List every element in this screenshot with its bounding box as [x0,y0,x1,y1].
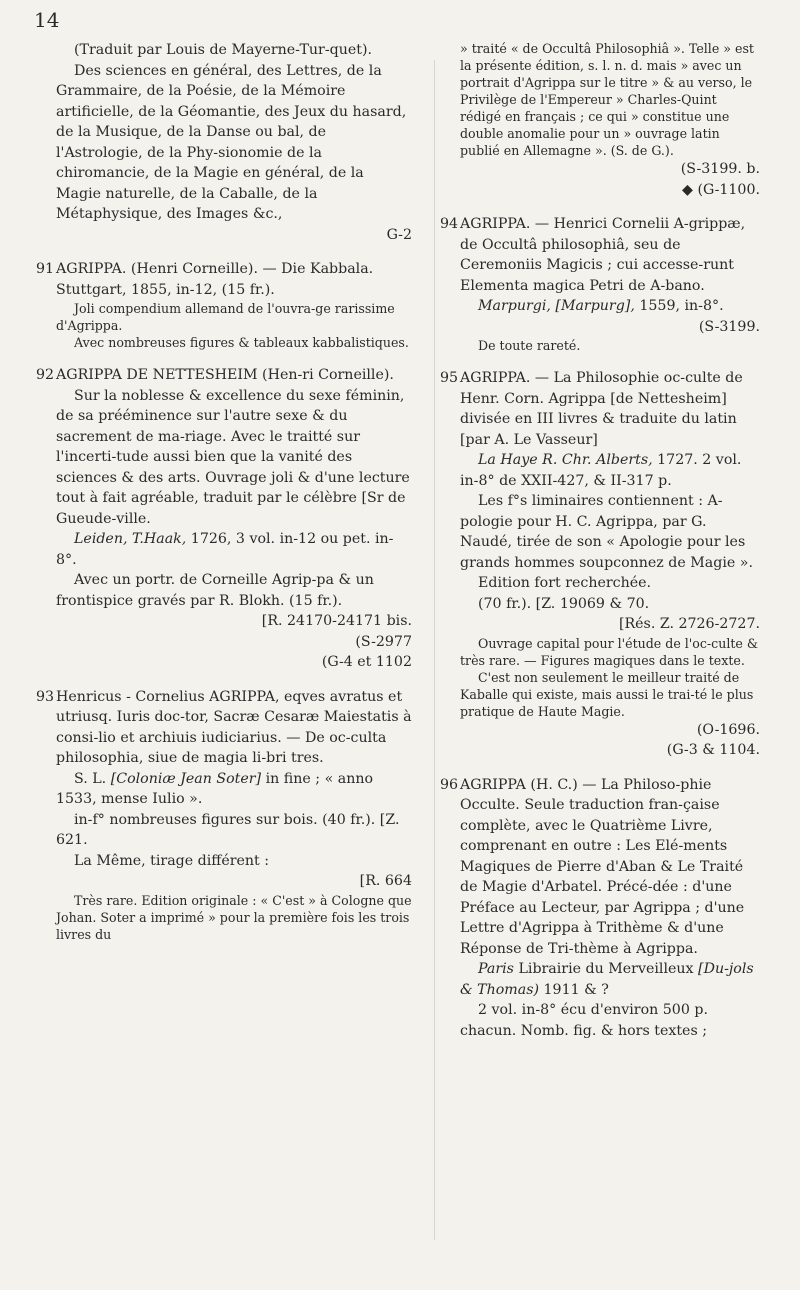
entry-ref: [Z. 19069 & 70. [535,595,650,612]
entry-note: Avec nombreuses figures & tableaux kabbalistiques. [74,335,409,350]
imprint-details: 1559, in-8°. [639,298,724,314]
entry-title: AGRIPPA. — Henrici Cornelii A-grippæ, de Occultâ philosophiâ, seu de Ceremoniis Magicis ; cui accesse-runt Elementa magica Petri de A-bano. [460,216,746,294]
entry-ref: [R. 664 [359,873,412,889]
entry-variant: La Même, tirage différent : [74,852,270,869]
entry-title: Henricus - Cornelius AGRIPPA, eqves avratus et utriusq. Iuris doc-tor, Sacræ Cesaræ Maiestatis à consi-lio et archiuis iudiciarius. — De oc-culta philosophia, siue de magia li-bri tres. [56,688,412,766]
imprint-details: 1727. 2 vol. in-8° de XXII-427, & II-317 p. [460,452,742,489]
imprint-place: Paris [478,961,514,977]
entry-note: De toute rareté. [478,338,581,353]
entry-ref: (S-2977 [355,633,412,650]
imprint-printer: [Du-jols & Thomas) [460,961,754,998]
entry-number: 96 [440,776,459,793]
imprint-details: in fine ; « anno 1533, mense Iulio ». [56,770,374,807]
entry-description: in-f° nombreuses figures sur bois. (40 fr.). [Z. 621. [56,811,400,848]
entry-imprint [460,450,760,491]
imprint-details: 1911 & ? [543,981,609,998]
continued-translator: (Traduit par Louis de Mayerne-Tur-quet). [74,42,372,58]
entry-ref: (G-3 & 1104. [666,742,760,758]
entry-ref: (O-1696. [696,721,760,738]
entry-ref: [Rés. Z. 2726-2727. [618,616,760,632]
entry-ref: [Z. 621. [56,811,400,848]
entry-title: AGRIPPA (H. C.) — La Philoso-phie Occulte. Seule traduction fran-çaise complète, avec le Quatrième Livre, comprenant en outre : Les Elé-ments Magiques de Pierre d'Aban & Le Traité de Magie d'Arbatel. Précé-dée : d'une Préface au Lecteur, par Agrippa ; d'une Lettre d'Agrippa à Trithème & d'une Réponse de Tri-thème à Agrippa. [460,776,745,957]
imprint-place: S. L. [74,770,107,787]
entry-imprint [460,959,760,1000]
entry-ref: [R. 24170-24171 bis. [261,613,412,629]
entry-number: 91 [36,261,55,277]
imprint-details: 1726, 3 vol. in-12 ou pet. in-8°. [56,531,394,568]
entry-description: Les f°s liminaires contiennent : A-pologie pour H. C. Agrippa, par G. Naudé, tirée de son « Apologie pour les grands hommes soupconnez de Magie ». [460,493,753,571]
entry-number: 94 [440,216,459,232]
entry-note: Très rare. Edition originale : « C'est » à Cologne que Johan. Soter a imprimé » pour la première fois les trois livres du [56,892,412,942]
entry-ref: (G-4 et 1102 [321,654,412,670]
entry-94 [440,214,760,354]
entry-body: Sur la noblesse & excellence du sexe féminin, de sa prééminence sur l'autre sexe & du sacrement de ma-riage. Avec le traitté sur l'incerti-tude aussi bien que la vanité des sciences & des arts. Ouvrage joli & d'une lecture tout à fait agréable, traduit par le célèbre [Sr de Gueude-ville. [56,387,410,527]
continued-ref: G-2 [386,226,412,243]
entry-title: AGRIPPA DE NETTESHEIM (Hen-ri Corneille). [56,367,394,383]
imprint-place: Leiden, T.Haak, [74,531,187,547]
imprint-place: Marpurgi, [Marpurg], [478,298,635,314]
entry-note: Joli compendium allemand de l'ouvra-ge rarissime d'Agrippa. [56,301,395,333]
entry-imprint [56,769,412,810]
continued-ref: ◆ (G-1100. [682,181,760,198]
entry-number: 93 [36,688,55,705]
continued-note: » traité « de Occultâ Philosophiâ ». Telle » est la présente édition, s. l. n. d. mais » avec un portrait d'Agrippa sur le titre » & au verso, le Privilège de l'Empereur » Charles-Quint rédigé en français ; ce qui » constitue une double anomalie pour un » ouvrage latin publié en Allemagne ». (S. de G.). [460,41,754,158]
right-column [440,40,760,1041]
entry-96 [440,775,760,1042]
entry-92 [36,365,412,673]
entry-imprint [56,529,412,570]
entry-91 [36,259,412,351]
page-number: 14 [34,8,60,32]
entry-price: (70 fr.). [Z. 19069 & 70. [478,595,650,612]
entry-95 [440,368,760,761]
entry-note: Ouvrage capital pour l'étude de l'oc-culte & très rare. — Figures magiques dans le texte. [460,635,759,668]
imprint-printer: [Coloniæ Jean Soter] [110,770,262,787]
column-divider [434,60,435,1240]
entry-title: AGRIPPA. (Henri Corneille). — Die Kabbala. [56,261,374,277]
entry-imprint [460,296,760,317]
entry-note: C'est non seulement le meilleur traité de Kaballe qui existe, mais aussi le trai-té le plus pratique de Haute Magie. [460,669,754,719]
entry-ref: (S-3199. [698,318,760,335]
entry-description: 2 vol. in-8° écu d'environ 500 p. chacun. Nomb. fig. & hors textes ; [460,1002,708,1039]
imprint-place: La Haye R. Chr. Alberts, [478,452,653,468]
imprint-publisher: Librairie du Merveilleux [518,961,694,977]
continued-contents: Des sciences en général, des Lettres, de la Grammaire, de la Poésie, de la Mémoire artificielle, de la Géomantie, des Jeux du hasard, de la Musique, de la Danse ou bal, de l'Astrologie, de la Phy-sionomie de la chiromancie, de la Magie en général, de la Magie naturelle, de la Caballe, de la Métaphysique, des Images &c., [56,62,407,222]
entry-number: 95 [440,370,459,386]
entry-title: AGRIPPA. — La Philosophie oc-culte de Henr. Corn. Agrippa [de Nettesheim] divisée en III livres & traduite du latin [par A. Le Vasseur] [460,370,743,448]
entry-93 [36,687,412,943]
entry-imprint: Stuttgart, 1855, in-12, (15 fr.). [56,281,275,298]
entry-description: Avec un portr. de Corneille Agrip-pa & un frontispice gravés par R. Blokh. (15 fr.). [56,572,374,609]
continued-ref: (S-3199. b. [680,161,760,177]
entry-edition: Edition fort recherchée. [478,575,652,591]
entry-number: 92 [36,367,55,383]
left-column [36,40,412,943]
